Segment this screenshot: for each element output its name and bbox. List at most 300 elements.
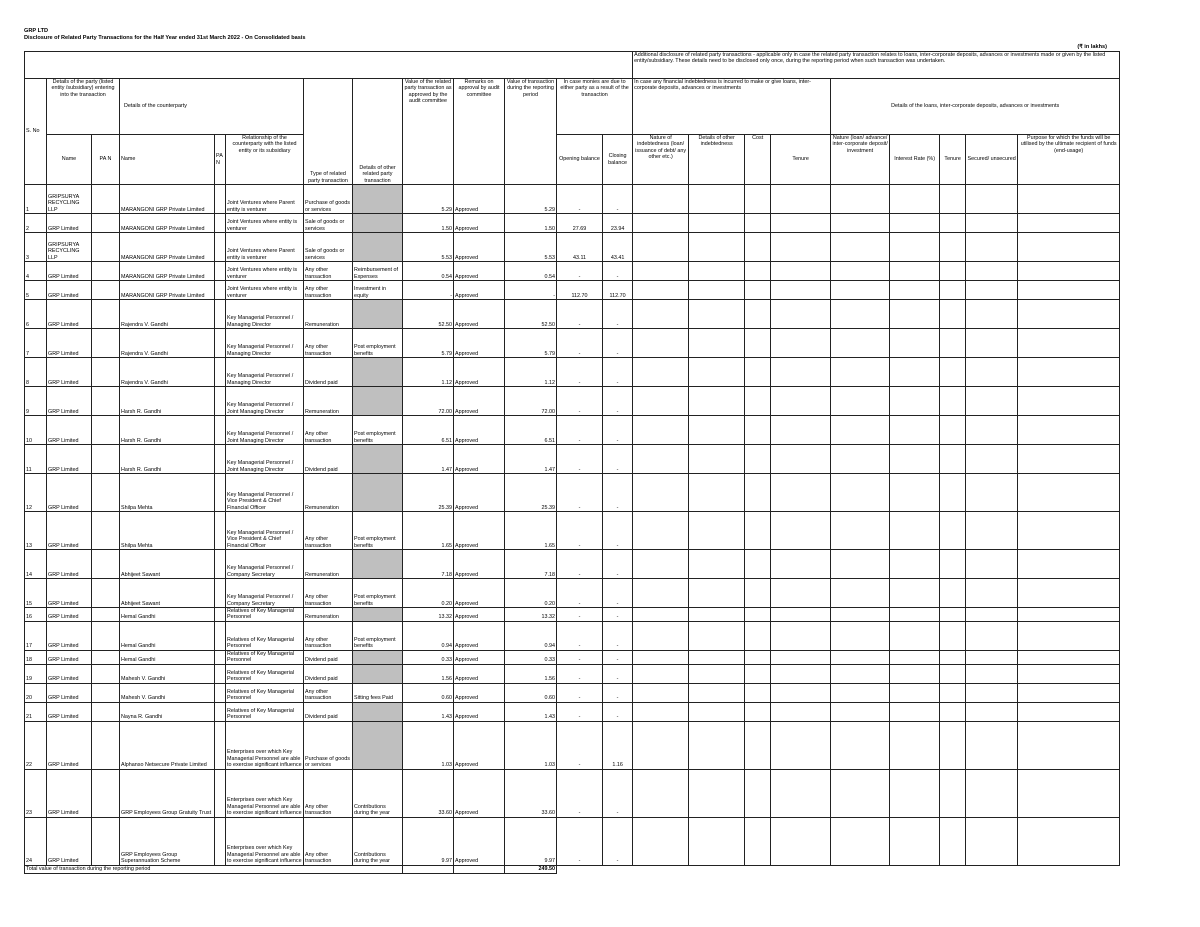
row-empty-cell xyxy=(745,769,771,817)
row-remarks: Approved xyxy=(454,300,505,329)
row-relationship: Key Managerial Personnel / Joint Managing Director xyxy=(226,416,304,445)
row-period-value: 0.33 xyxy=(505,650,557,664)
row-party-name: GRP Limited xyxy=(47,262,92,281)
row-empty-cell xyxy=(966,474,1018,512)
row-opening-balance: - xyxy=(557,664,603,683)
row-empty-cell xyxy=(1018,416,1120,445)
row-approved-value: 9.97 xyxy=(403,817,454,865)
row-empty-cell xyxy=(745,512,771,550)
row-period-value: 9.97 xyxy=(505,817,557,865)
row-counterparty-pan xyxy=(215,281,226,300)
row-other-details xyxy=(353,474,403,512)
row-relationship: Enterprises over which Key Managerial Personnel are able to exercise significant influence xyxy=(226,769,304,817)
row-empty-cell xyxy=(890,769,940,817)
row-party-pan xyxy=(92,474,120,512)
row-party-pan xyxy=(92,769,120,817)
row-empty-cell xyxy=(689,445,745,474)
row-sno: 13 xyxy=(25,512,47,550)
table-row xyxy=(25,185,1120,214)
row-remarks: Approved xyxy=(454,817,505,865)
row-empty-cell xyxy=(1018,214,1120,233)
row-counterparty-name: Abhijeet Sawant xyxy=(120,579,215,608)
row-empty-cell xyxy=(633,608,689,622)
row-counterparty-pan xyxy=(215,608,226,622)
table-row xyxy=(25,721,1120,769)
row-counterparty-name: Harsh R. Gandhi xyxy=(120,387,215,416)
table-row xyxy=(25,650,1120,664)
row-closing-balance: - xyxy=(603,579,633,608)
row-approved-value: 0.33 xyxy=(403,650,454,664)
row-relationship: Relatives of Key Managerial Personnel xyxy=(226,621,304,650)
row-closing-balance: - xyxy=(603,683,633,702)
row-sno: 7 xyxy=(25,329,47,358)
table-row xyxy=(25,769,1120,817)
row-empty-cell xyxy=(689,281,745,300)
row-opening-balance: - xyxy=(557,579,603,608)
row-empty-cell xyxy=(633,721,689,769)
row-empty-cell xyxy=(966,387,1018,416)
row-other-details: Post employment benefits xyxy=(353,621,403,650)
row-empty-cell xyxy=(771,329,831,358)
row-opening-balance: - xyxy=(557,769,603,817)
row-counterparty-pan xyxy=(215,474,226,512)
row-party-name: GRP Limited xyxy=(47,387,92,416)
row-closing-balance: - xyxy=(603,650,633,664)
row-empty-cell xyxy=(689,512,745,550)
row-empty-cell xyxy=(745,233,771,262)
row-counterparty-name: Hemal Gandhi xyxy=(120,608,215,622)
row-empty-cell xyxy=(890,445,940,474)
row-counterparty-pan xyxy=(215,185,226,214)
row-remarks: Approved xyxy=(454,214,505,233)
row-empty-cell xyxy=(890,214,940,233)
table-row xyxy=(25,683,1120,702)
row-party-name: GRIPSURYA RECYCLING LLP xyxy=(47,185,92,214)
row-counterparty-pan xyxy=(215,329,226,358)
row-other-details xyxy=(353,300,403,329)
row-sno: 16 xyxy=(25,608,47,622)
row-approved-value: 5.29 xyxy=(403,185,454,214)
row-empty-cell xyxy=(633,300,689,329)
row-empty-cell xyxy=(966,769,1018,817)
row-period-value: - xyxy=(505,281,557,300)
row-empty-cell xyxy=(940,817,966,865)
row-empty-cell xyxy=(966,817,1018,865)
row-empty-cell xyxy=(890,281,940,300)
row-empty-cell xyxy=(689,650,745,664)
row-empty-cell xyxy=(633,262,689,281)
row-type: Purchase of goods or services xyxy=(304,185,353,214)
row-empty-cell xyxy=(633,817,689,865)
row-closing-balance: 23.94 xyxy=(603,214,633,233)
table-row xyxy=(25,416,1120,445)
row-type: Remuneration xyxy=(304,608,353,622)
row-type: Any other transaction xyxy=(304,817,353,865)
row-approved-value: 0.54 xyxy=(403,262,454,281)
row-other-details xyxy=(353,387,403,416)
row-party-name: GRP Limited xyxy=(47,281,92,300)
row-empty-cell xyxy=(745,445,771,474)
row-empty-cell xyxy=(689,262,745,281)
header-blank xyxy=(25,52,633,79)
row-counterparty-pan xyxy=(215,445,226,474)
row-empty-cell xyxy=(745,721,771,769)
row-empty-cell xyxy=(1018,683,1120,702)
row-empty-cell xyxy=(940,664,966,683)
row-empty-cell xyxy=(966,300,1018,329)
row-closing-balance: - xyxy=(603,262,633,281)
row-empty-cell xyxy=(689,214,745,233)
col-relationship: Relationship of the counterparty with the listed entity or its subsidiary xyxy=(226,135,304,185)
row-empty-cell xyxy=(633,683,689,702)
col-interest-rate: Interest Rate (%) xyxy=(890,135,940,185)
row-counterparty-pan xyxy=(215,233,226,262)
row-type: Dividend paid xyxy=(304,445,353,474)
row-empty-cell xyxy=(831,300,890,329)
row-empty-cell xyxy=(1018,281,1120,300)
row-empty-cell xyxy=(966,512,1018,550)
row-empty-cell xyxy=(771,512,831,550)
col-tenure-loan: Tenure xyxy=(940,135,966,185)
row-empty-cell xyxy=(890,621,940,650)
row-other-details xyxy=(353,214,403,233)
row-empty-cell xyxy=(771,262,831,281)
table-row xyxy=(25,387,1120,416)
row-approved-value: 0.60 xyxy=(403,683,454,702)
row-party-name: GRP Limited xyxy=(47,550,92,579)
col-type: Type of related party transaction xyxy=(304,79,353,185)
col-cp-name: Name xyxy=(120,135,215,185)
row-remarks: Approved xyxy=(454,281,505,300)
row-closing-balance: - xyxy=(603,621,633,650)
row-party-name: GRP Limited xyxy=(47,702,92,721)
row-counterparty-name: Hemal Gandhi xyxy=(120,650,215,664)
row-empty-cell xyxy=(1018,650,1120,664)
row-empty-cell xyxy=(745,664,771,683)
row-remarks: Approved xyxy=(454,416,505,445)
row-empty-cell xyxy=(940,579,966,608)
row-party-name: GRP Limited xyxy=(47,608,92,622)
row-closing-balance: - xyxy=(603,474,633,512)
row-empty-cell xyxy=(940,300,966,329)
row-empty-cell xyxy=(890,416,940,445)
row-empty-cell xyxy=(771,416,831,445)
row-other-details: Contributions during the year xyxy=(353,817,403,865)
row-approved-value: 13.32 xyxy=(403,608,454,622)
row-party-name: GRP Limited xyxy=(47,650,92,664)
row-empty-cell xyxy=(745,550,771,579)
row-empty-cell xyxy=(966,445,1018,474)
row-empty-cell xyxy=(771,769,831,817)
row-period-value: 1.50 xyxy=(505,214,557,233)
row-party-pan xyxy=(92,329,120,358)
row-empty-cell xyxy=(890,650,940,664)
row-closing-balance: - xyxy=(603,608,633,622)
row-period-value: 52.50 xyxy=(505,300,557,329)
row-party-pan xyxy=(92,683,120,702)
row-empty-cell xyxy=(689,300,745,329)
row-empty-cell xyxy=(771,702,831,721)
row-type: Any other transaction xyxy=(304,416,353,445)
row-empty-cell xyxy=(745,262,771,281)
row-relationship: Key Managerial Personnel / Company Secretary xyxy=(226,579,304,608)
row-empty-cell xyxy=(689,621,745,650)
row-empty-cell xyxy=(831,329,890,358)
row-party-pan xyxy=(92,721,120,769)
row-empty-cell xyxy=(745,608,771,622)
row-sno: 12 xyxy=(25,474,47,512)
row-empty-cell xyxy=(940,445,966,474)
table-row xyxy=(25,329,1120,358)
row-empty-cell xyxy=(940,281,966,300)
row-opening-balance: - xyxy=(557,474,603,512)
row-empty-cell xyxy=(1018,185,1120,214)
row-sno: 11 xyxy=(25,445,47,474)
col-approved-value: Value of the related party transaction as approved by the audit committee xyxy=(403,79,454,185)
row-other-details: Sitting fees Paid xyxy=(353,683,403,702)
row-relationship: Key Managerial Personnel / Managing Director xyxy=(226,358,304,387)
row-approved-value: 0.94 xyxy=(403,621,454,650)
row-empty-cell xyxy=(940,621,966,650)
row-counterparty-name: Shilpa Mehta xyxy=(120,474,215,512)
row-period-value: 0.54 xyxy=(505,262,557,281)
col-secured: Secured/ unsecured xyxy=(966,135,1018,185)
row-empty-cell xyxy=(890,329,940,358)
row-sno: 3 xyxy=(25,233,47,262)
row-empty-cell xyxy=(940,358,966,387)
row-empty-cell xyxy=(1018,387,1120,416)
row-empty-cell xyxy=(745,579,771,608)
row-relationship: Joint Ventures where Parent entity is venturer xyxy=(226,185,304,214)
row-period-value: 1.12 xyxy=(505,358,557,387)
row-empty-cell xyxy=(689,358,745,387)
row-empty-cell xyxy=(831,358,890,387)
row-period-value: 5.53 xyxy=(505,233,557,262)
col-nature-indebtedness: Nature of indebtedness (loan/ issuance of debt/ any other etc.) xyxy=(633,135,689,185)
table-row xyxy=(25,621,1120,650)
row-counterparty-name: Mahesh V. Gandhi xyxy=(120,683,215,702)
row-opening-balance: - xyxy=(557,262,603,281)
row-empty-cell xyxy=(689,683,745,702)
row-empty-cell xyxy=(745,702,771,721)
row-empty-cell xyxy=(771,474,831,512)
row-closing-balance: 43.41 xyxy=(603,233,633,262)
col-cost: Cost xyxy=(745,135,771,185)
row-party-pan xyxy=(92,185,120,214)
row-opening-balance: - xyxy=(557,683,603,702)
col-opening: Opening balance xyxy=(557,135,603,185)
additional-disclosure-header: Additional disclosure of related party transactions - applicable only in case the related party transaction relates to loans, inter-corporate deposits, advances or investments made or given by the listed entity/subsidiary. These details need to be disclosed only once, during the reporting period when such transaction was undertaken. xyxy=(633,52,1120,79)
row-empty-cell xyxy=(831,474,890,512)
table-row xyxy=(25,664,1120,683)
row-other-details xyxy=(353,233,403,262)
row-remarks: Approved xyxy=(454,474,505,512)
row-empty-cell xyxy=(1018,621,1120,650)
row-empty-cell xyxy=(940,416,966,445)
row-empty-cell xyxy=(831,664,890,683)
row-counterparty-name: Rajendra V. Gandhi xyxy=(120,300,215,329)
row-relationship: Key Managerial Personnel / Company Secretary xyxy=(226,550,304,579)
row-relationship: Joint Ventures where Parent entity is venturer xyxy=(226,233,304,262)
related-party-table xyxy=(24,51,1120,874)
row-type: Sale of goods or services xyxy=(304,233,353,262)
row-party-pan xyxy=(92,233,120,262)
row-other-details xyxy=(353,608,403,622)
row-type: Any other transaction xyxy=(304,579,353,608)
row-period-value: 0.20 xyxy=(505,579,557,608)
table-row xyxy=(25,550,1120,579)
row-empty-cell xyxy=(1018,445,1120,474)
row-empty-cell xyxy=(890,550,940,579)
row-empty-cell xyxy=(940,769,966,817)
row-remarks: Approved xyxy=(454,233,505,262)
row-approved-value: 25.39 xyxy=(403,474,454,512)
row-counterparty-name: GRP Employees Group Superannuation Scheme xyxy=(120,817,215,865)
row-remarks: Approved xyxy=(454,721,505,769)
row-counterparty-pan xyxy=(215,387,226,416)
row-counterparty-name: Harsh R. Gandhi xyxy=(120,445,215,474)
row-empty-cell xyxy=(940,702,966,721)
row-remarks: Approved xyxy=(454,650,505,664)
row-closing-balance: - xyxy=(603,329,633,358)
row-empty-cell xyxy=(689,817,745,865)
row-counterparty-name: MARANGONI GRP Private Limited xyxy=(120,281,215,300)
row-empty-cell xyxy=(745,416,771,445)
row-empty-cell xyxy=(966,214,1018,233)
row-other-details: Post employment benefits xyxy=(353,329,403,358)
row-closing-balance: - xyxy=(603,512,633,550)
row-empty-cell xyxy=(890,300,940,329)
row-empty-cell xyxy=(633,769,689,817)
row-remarks: Approved xyxy=(454,769,505,817)
table-row xyxy=(25,512,1120,550)
row-party-pan xyxy=(92,214,120,233)
row-empty-cell xyxy=(771,550,831,579)
row-empty-cell xyxy=(831,445,890,474)
row-party-name: GRP Limited xyxy=(47,664,92,683)
table-row xyxy=(25,358,1120,387)
row-counterparty-name: Rajendra V. Gandhi xyxy=(120,358,215,387)
row-empty-cell xyxy=(890,262,940,281)
row-opening-balance: - xyxy=(557,817,603,865)
row-empty-cell xyxy=(1018,579,1120,608)
table-row xyxy=(25,608,1120,622)
row-empty-cell xyxy=(745,214,771,233)
row-empty-cell xyxy=(1018,512,1120,550)
row-period-value: 5.79 xyxy=(505,329,557,358)
row-period-value: 5.29 xyxy=(505,185,557,214)
row-period-value: 25.39 xyxy=(505,474,557,512)
row-empty-cell xyxy=(771,445,831,474)
row-party-pan xyxy=(92,358,120,387)
row-opening-balance: 112.70 xyxy=(557,281,603,300)
row-party-name: GRIPSURYA RECYCLING LLP xyxy=(47,233,92,262)
row-empty-cell xyxy=(966,185,1018,214)
row-type: Dividend paid xyxy=(304,650,353,664)
row-empty-cell xyxy=(1018,233,1120,262)
row-empty-cell xyxy=(633,185,689,214)
row-approved-value: 1.50 xyxy=(403,214,454,233)
row-relationship: Key Managerial Personnel / Vice President & Chief Financial Officer xyxy=(226,512,304,550)
row-counterparty-pan xyxy=(215,579,226,608)
row-sno: 17 xyxy=(25,621,47,650)
row-empty-cell xyxy=(633,387,689,416)
row-empty-cell xyxy=(633,329,689,358)
row-counterparty-name: Nayna R. Gandhi xyxy=(120,702,215,721)
row-counterparty-name: Alphanso Netsecure Private Limited xyxy=(120,721,215,769)
row-empty-cell xyxy=(745,817,771,865)
row-other-details: Investment in equity xyxy=(353,281,403,300)
row-party-pan xyxy=(92,416,120,445)
row-empty-cell xyxy=(771,300,831,329)
row-empty-cell xyxy=(689,550,745,579)
row-counterparty-name: GRP Employees Group Gratuity Trust xyxy=(120,769,215,817)
row-empty-cell xyxy=(1018,329,1120,358)
row-empty-cell xyxy=(771,608,831,622)
row-counterparty-pan xyxy=(215,416,226,445)
row-empty-cell xyxy=(633,579,689,608)
row-party-pan xyxy=(92,262,120,281)
row-relationship: Joint Ventures where entity is venturer xyxy=(226,214,304,233)
row-empty-cell xyxy=(966,683,1018,702)
row-party-pan xyxy=(92,300,120,329)
row-empty-cell xyxy=(890,512,940,550)
row-other-details: Post employment benefits xyxy=(353,512,403,550)
row-approved-value: 1.47 xyxy=(403,445,454,474)
row-relationship: Key Managerial Personnel / Vice President & Chief Financial Officer xyxy=(226,474,304,512)
row-empty-cell xyxy=(831,416,890,445)
row-party-pan xyxy=(92,579,120,608)
row-empty-cell xyxy=(633,512,689,550)
row-remarks: Approved xyxy=(454,512,505,550)
row-remarks: Approved xyxy=(454,683,505,702)
row-other-details xyxy=(353,445,403,474)
row-counterparty-pan xyxy=(215,683,226,702)
row-empty-cell xyxy=(940,512,966,550)
row-approved-value: 52.50 xyxy=(403,300,454,329)
row-sno: 5 xyxy=(25,281,47,300)
table-row xyxy=(25,262,1120,281)
row-empty-cell xyxy=(890,702,940,721)
row-empty-cell xyxy=(831,817,890,865)
row-opening-balance: 27.69 xyxy=(557,214,603,233)
row-counterparty-name: Abhijeet Sawant xyxy=(120,550,215,579)
row-closing-balance: 112.70 xyxy=(603,281,633,300)
row-sno: 22 xyxy=(25,721,47,769)
col-counterparty-group: Details of the counterparty xyxy=(120,79,304,135)
row-empty-cell xyxy=(771,621,831,650)
row-sno: 1 xyxy=(25,185,47,214)
row-approved-value: 1.56 xyxy=(403,664,454,683)
row-empty-cell xyxy=(966,702,1018,721)
row-empty-cell xyxy=(890,474,940,512)
row-type: Dividend paid xyxy=(304,702,353,721)
row-approved-value: 0.20 xyxy=(403,579,454,608)
col-closing: Closing balance xyxy=(603,135,633,185)
row-empty-cell xyxy=(633,416,689,445)
row-empty-cell xyxy=(771,683,831,702)
row-party-pan xyxy=(92,512,120,550)
page-title: Disclosure of Related Party Transactions for the Half Year ended 31st March 2022 - On Consolidated basis xyxy=(24,35,306,41)
row-closing-balance: - xyxy=(603,416,633,445)
row-counterparty-pan xyxy=(215,702,226,721)
row-empty-cell xyxy=(966,608,1018,622)
row-other-details xyxy=(353,702,403,721)
row-empty-cell xyxy=(831,185,890,214)
table-row xyxy=(25,445,1120,474)
row-empty-cell xyxy=(1018,262,1120,281)
row-party-name: GRP Limited xyxy=(47,300,92,329)
